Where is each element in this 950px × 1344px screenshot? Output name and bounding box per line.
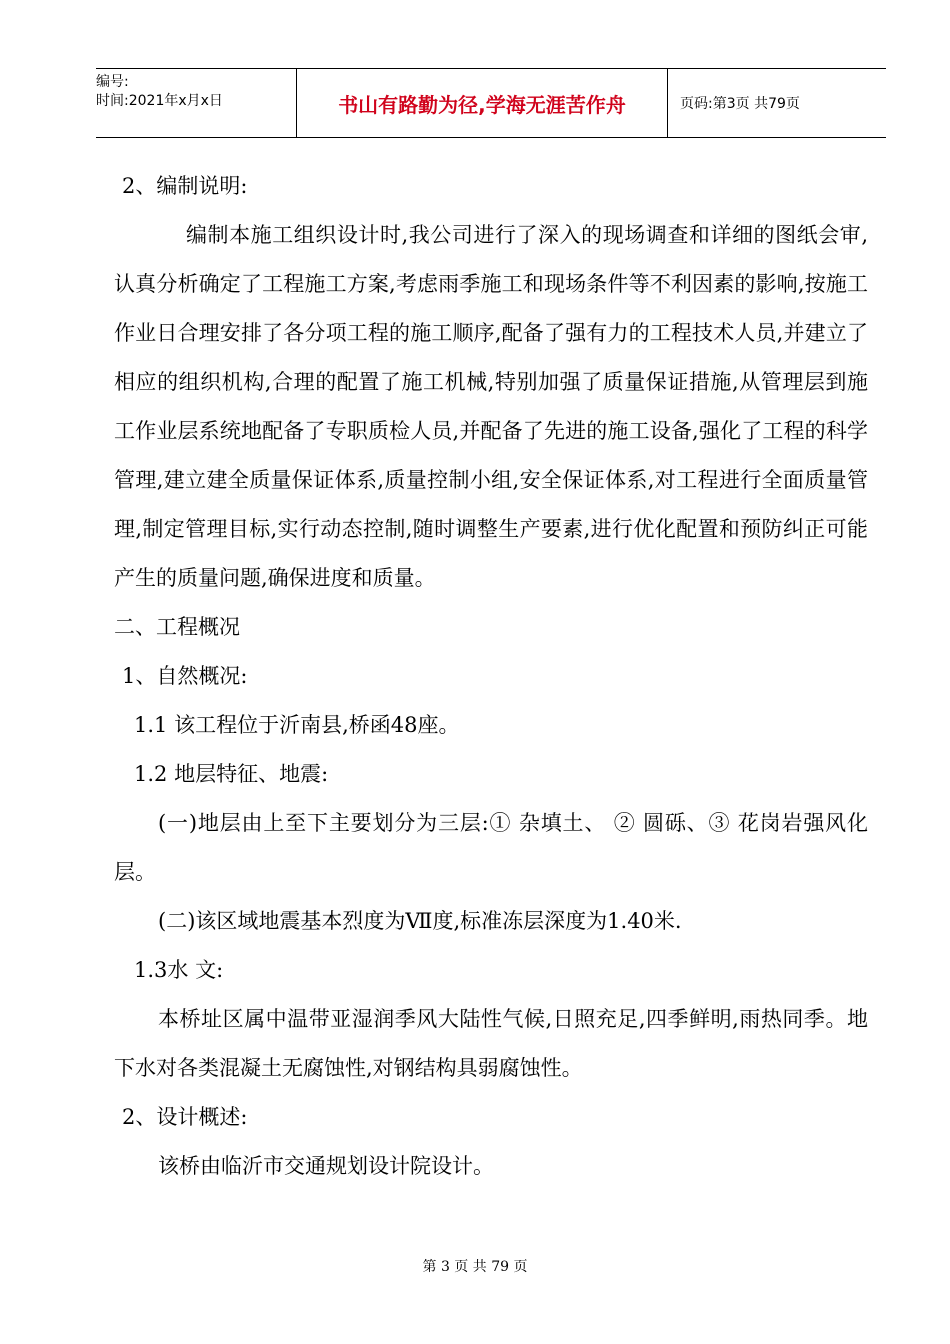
sub-section-heading: 1.3水 文: — [134, 958, 224, 982]
paragraph: (二)该区域地震基本烈度为Ⅶ度,标准冻层深度为1.40米. — [158, 909, 682, 933]
header-meta — [96, 69, 296, 137]
page-footer: 第 3 页 共 79 页 — [422, 1259, 528, 1275]
header-motto: 书山有路勤为径,学海无涯苦作舟 — [296, 69, 668, 137]
paragraph: 编制本施工组织设计时,我公司进行了深入的现场调查和详细的图纸会审,认真分析确定了工程施工方案,考虑雨季施工和现场条件等不利因素的影响,按施工作业日合理安排了各分项工程的施工顺序,配备了强有力的工程技术人员,并建立了相应的组织机构,合理的配置了施工机械,特别加强了质量保证措施,从管理层到施工作业层系统地配备了专职质检人员,并配备了先进的施工设备,强化了工程的科学管理,建立建全质量保证体系,质量控制小组,安全保证体系,对工程进行全面质量管理,制定管理目标,实行动态控制,随时调整生产要素,进行优化配置和预防纠正可能产生的质量问题,确保进度和质量。 — [114, 223, 868, 590]
page-header — [96, 68, 886, 138]
section-heading: 2、编制说明: — [122, 174, 248, 198]
paragraph: 本桥址区属中温带亚湿润季风大陆性气候,日照充足,四季鲜明,雨热同季。地下水对各类混凝土无腐蚀性,对钢结构具弱腐蚀性。 — [114, 1007, 868, 1080]
sub-section-heading: 1.1 该工程位于沂南县,桥函48座。 — [134, 713, 460, 737]
section-heading: 2、设计概述: — [122, 1105, 248, 1129]
section-heading: 二、工程概况 — [114, 615, 240, 639]
paragraph: 该桥由临沂市交通规划设计院设计。 — [158, 1154, 494, 1178]
document-code-label: 编号: — [96, 74, 129, 90]
section-heading: 1、自然概况: — [122, 664, 248, 688]
header-page-label: 页码:第3页 共79页 — [680, 96, 800, 112]
document-time-label: 时间:2021年x月x日 — [96, 93, 223, 109]
document-body — [114, 162, 868, 1191]
sub-section-heading: 1.2 地层特征、地震: — [134, 762, 329, 786]
paragraph: (一)地层由上至下主要划分为三层:① 杂填土、 ② 圆砾、③ 花岗岩强风化层。 — [114, 811, 868, 884]
